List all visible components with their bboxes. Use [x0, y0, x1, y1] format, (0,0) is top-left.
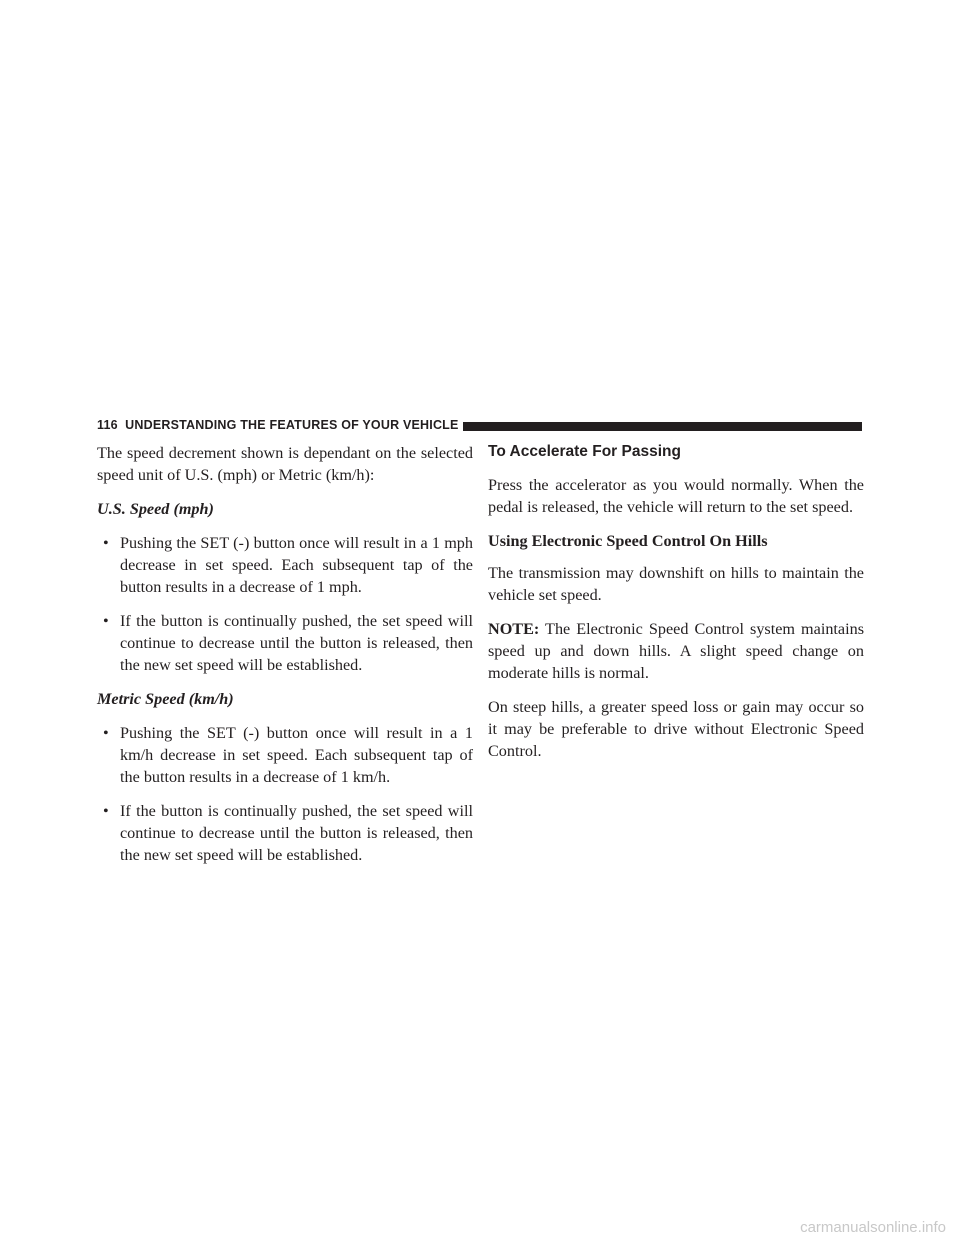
header-rule [463, 422, 862, 431]
bullet-text: Pushing the SET (-) button once will result in a 1 km/h decrease in set speed. Each subsequent tap of the button results in a decrease of 1 km/h. [120, 724, 473, 786]
bullet-text: Pushing the SET (-) button once will result in a 1 mph decrease in set speed. Each subsequent tap of the button results in a decrease of 1 mph. [120, 534, 473, 596]
metric-speed-heading: Metric Speed (km/h) [97, 690, 234, 708]
left-column [97, 442, 473, 878]
intro-paragraph: The speed decrement shown is dependant on the selected speed unit of U.S. (mph) or Metric (km/h): [97, 444, 473, 484]
note-label: NOTE: [488, 620, 540, 638]
hills-paragraph: The transmission may downshift on hills to maintain the vehicle set speed. [488, 564, 864, 604]
bullet-icon: • [103, 802, 109, 820]
list-item [97, 722, 473, 788]
note-paragraph [488, 618, 864, 684]
bullet-text: If the button is continually pushed, the set speed will continue to decrease until the button is released, then the new set speed will be established. [120, 802, 473, 864]
note-text: The Electronic Speed Control system maintains speed up and down hills. A slight speed change on moderate hills is normal. [488, 620, 864, 682]
list-item [97, 532, 473, 598]
bullet-icon: • [103, 612, 109, 630]
list-item [97, 610, 473, 676]
steep-hills-paragraph: On steep hills, a greater speed loss or gain may occur so it may be preferable to drive without Electronic Speed Control. [488, 698, 864, 760]
bullet-icon: • [103, 724, 109, 742]
page-number: 116 [97, 418, 118, 432]
passing-heading: To Accelerate For Passing [488, 443, 681, 460]
passing-paragraph: Press the accelerator as you would normally. When the pedal is released, the vehicle will return to the set speed. [488, 476, 864, 516]
chapter-title: UNDERSTANDING THE FEATURES OF YOUR VEHICLE [125, 418, 459, 432]
bullet-icon: • [103, 534, 109, 552]
bullet-text: If the button is continually pushed, the set speed will continue to decrease until the button is released, then the new set speed will be established. [120, 612, 473, 674]
us-speed-heading: U.S. Speed (mph) [97, 500, 214, 518]
page-header [97, 416, 862, 438]
hills-heading: Using Electronic Speed Control On Hills [488, 532, 768, 550]
watermark: carmanualsonline.info [800, 1219, 946, 1236]
header-text [97, 418, 459, 432]
list-item [97, 800, 473, 866]
right-column [488, 442, 864, 774]
